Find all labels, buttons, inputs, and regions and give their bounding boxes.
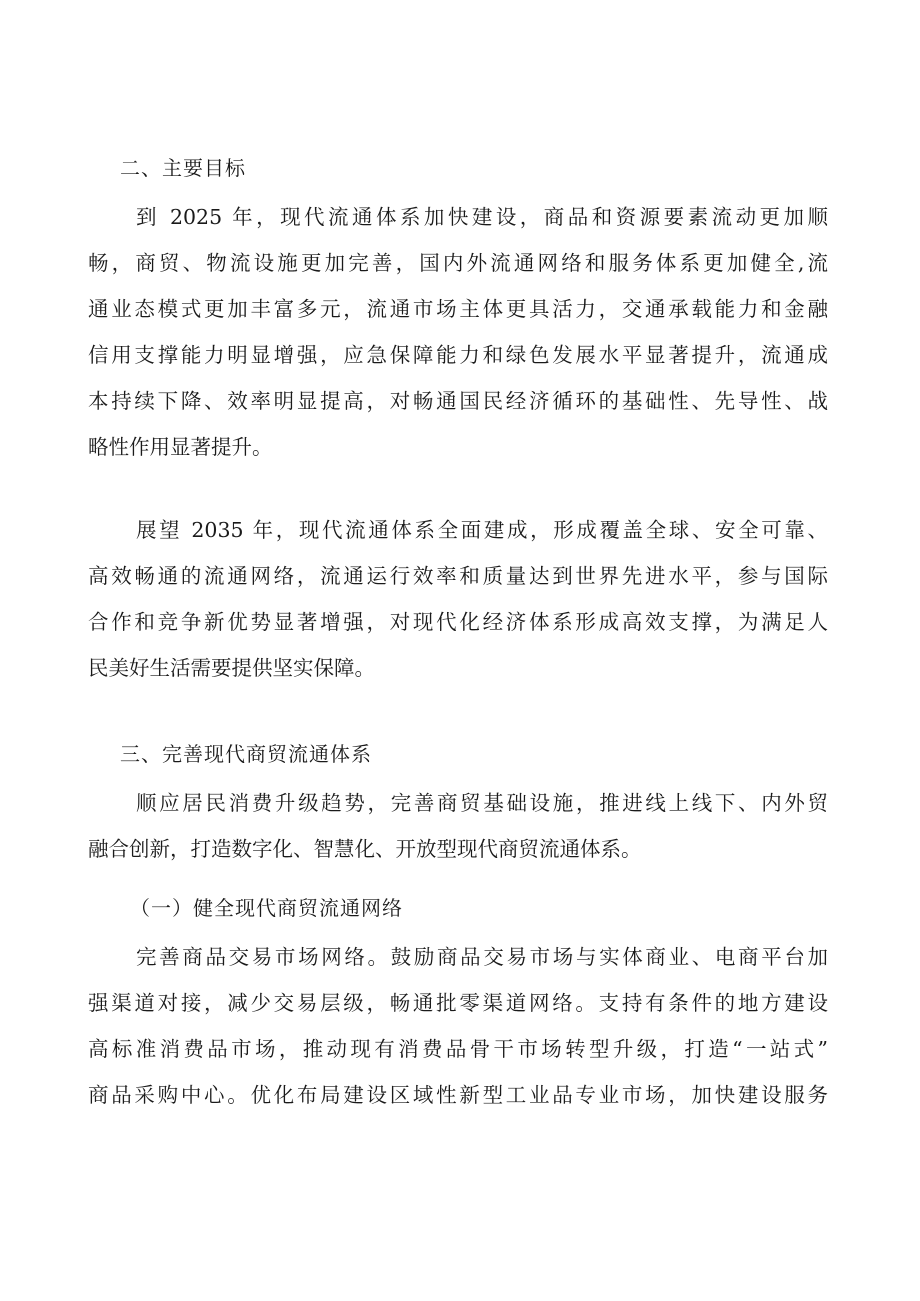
paragraph-line: 商品采购中心。优化布局建设区域性新型工业品专业市场，加快建设服务 xyxy=(88,1083,828,1107)
paragraph-goals-2025 xyxy=(88,194,828,470)
paragraph-line: 到 2025 年，现代流通体系加快建设，商品和资源要素流动更加顺 xyxy=(136,205,828,229)
paragraph-line: 展望 2035 年，现代流通体系全面建成，形成覆盖全球、安全可靠、 xyxy=(136,518,828,542)
paragraph-commerce-intro xyxy=(88,780,828,872)
paragraph-line: 通业态模式更加丰富多元，流通市场主体更具活力，交通承载能力和金融 xyxy=(88,297,828,321)
section-heading-commerce-system: 三、完善现代商贸流通体系 xyxy=(120,742,372,766)
paragraph-goals-2035 xyxy=(88,507,828,691)
paragraph-line: 畅，商贸、物流设施更加完善，国内外流通网络和服务体系更加健全,流 xyxy=(88,251,828,275)
paragraph-market-network xyxy=(88,934,828,1118)
subsection-heading-network: （一）健全现代商贸流通网络 xyxy=(130,896,403,920)
paragraph-line: 信用支撑能力明显增强，应急保障能力和绿色发展水平显著提升，流通成 xyxy=(88,343,828,367)
paragraph-line: 完善商品交易市场网络。鼓励商品交易市场与实体商业、电商平台加 xyxy=(136,945,828,969)
paragraph-line: 强渠道对接，减少交易层级，畅通批零渠道网络。支持有条件的地方建设 xyxy=(88,991,828,1015)
paragraph-line: 顺应居民消费升级趋势，完善商贸基础设施，推进线上线下、内外贸 xyxy=(136,791,828,815)
paragraph-line: 合作和竞争新优势显著增强，对现代化经济体系形成高效支撑，为满足人 xyxy=(88,610,828,634)
paragraph-line: 融合创新，打造数字化、智慧化、开放型现代商贸流通体系。 xyxy=(88,837,642,861)
paragraph-line: 高效畅通的流通网络，流通运行效率和质量达到世界先进水平，参与国际 xyxy=(88,564,828,588)
paragraph-line: 民美好生活需要提供坚实保障。 xyxy=(88,656,375,680)
section-heading-main-goals: 二、主要目标 xyxy=(120,156,246,180)
paragraph-line: 高标准消费品市场，推动现有消费品骨干市场转型升级，打造“一站式” xyxy=(88,1037,828,1061)
paragraph-line: 略性作用显著提升。 xyxy=(88,435,273,459)
paragraph-line: 本持续下降、效率明显提高，对畅通国民经济循环的基础性、先导性、战 xyxy=(88,389,828,413)
